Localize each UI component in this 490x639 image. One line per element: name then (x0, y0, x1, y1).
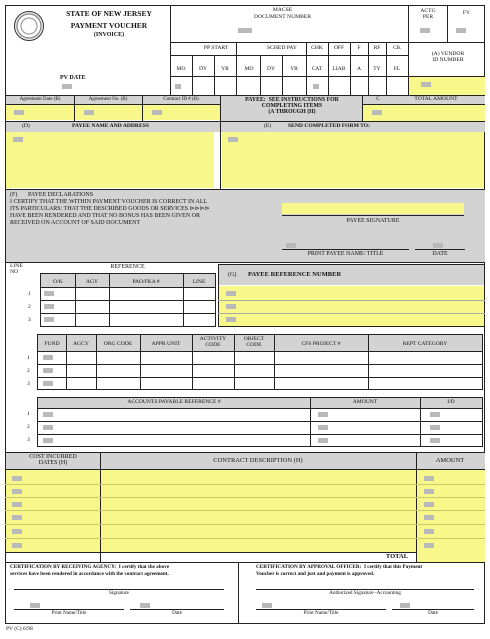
ap-row-3-no: 3 (27, 437, 30, 443)
yr2-label: YR (290, 66, 298, 72)
payee-name-title: PAYEE NAME AND ADDRESS (72, 123, 149, 129)
e-label: (E) (264, 123, 272, 129)
ap-row-1-no: 1 (27, 411, 30, 417)
ref-row-2-no: 2 (28, 304, 31, 310)
declaration-date-field[interactable] (433, 243, 443, 248)
actg-per-label: ACTG PER (420, 8, 436, 20)
amt-row1-marker (424, 476, 434, 481)
ck-label: CK (393, 45, 401, 51)
signature-label: Signature (109, 590, 129, 596)
c-label: C (376, 96, 380, 102)
fy-label: FY (462, 10, 471, 16)
amt-row5-marker (424, 529, 434, 534)
form-subtitle: (INVOICE) (93, 32, 125, 38)
f-section-label: (F) (10, 192, 18, 198)
h-row4-marker (12, 515, 22, 520)
h-row3-marker (12, 502, 22, 507)
agreement-date-marker (14, 110, 24, 115)
mo2-label: MO (244, 66, 254, 72)
vendor-id-label: (A) VENDOR ID NUMBER (431, 51, 465, 63)
contract-amount-label: AMOUNT (435, 457, 465, 464)
payee-name-marker (13, 137, 23, 142)
acct-row-2-no: 2 (27, 368, 30, 374)
vendor-id-marker (421, 82, 431, 87)
fl-label: FL (393, 66, 401, 72)
g-row3-marker (226, 317, 236, 322)
h-row6-marker (12, 543, 22, 548)
ap-row-2-amount[interactable] (318, 425, 328, 430)
d-label: (D) (22, 123, 30, 129)
doc-number-label: DOCUMENT NUMBER (254, 14, 311, 20)
receiving-name-field[interactable] (30, 603, 40, 608)
ok-label: O/K (53, 279, 63, 285)
doc-number-field[interactable] (238, 28, 252, 33)
ap-row-2-ref[interactable] (43, 425, 53, 430)
liab-label: LIAB (332, 66, 346, 72)
mo-label: MO (176, 66, 186, 72)
contract-description-field[interactable] (101, 470, 416, 552)
ref-row-2-ok[interactable] (44, 304, 54, 309)
rf-label: RF (373, 45, 381, 51)
declarations-title: PAYEE DECLARATIONS (28, 192, 94, 198)
contract-id-marker (152, 110, 162, 115)
form-code: PV (C) 6/98 (6, 626, 33, 632)
dy-label: DY (198, 66, 208, 72)
cat-field[interactable] (313, 84, 319, 89)
approval-officer-cert: CERTIFICATION BY APPROVAL OFFICER: I certify that this Payment Voucher is correct and just and payment is approved. (256, 564, 423, 577)
mo-field[interactable] (175, 84, 181, 89)
total-c-marker (372, 110, 382, 115)
approval-name-field[interactable] (262, 603, 272, 608)
agreement-no-marker (84, 110, 94, 115)
ap-row-3-id[interactable] (430, 438, 440, 443)
amt-row2-marker (424, 489, 434, 494)
declaration-line-1: I CERTIFY THAT THE WITHIN PAYMENT VOUCHER IS CORRECT IN ALL (10, 199, 208, 205)
f-label: F (357, 45, 361, 51)
ap-row-2-id[interactable] (430, 425, 440, 430)
ref-row-3-no: 3 (28, 317, 31, 323)
h-row5-marker (12, 529, 22, 534)
sched-pay-label: SCHED PAY (267, 45, 297, 51)
ap-row-2-no: 2 (27, 424, 30, 430)
ref-row-1-ok[interactable] (44, 291, 54, 296)
approval-date-field[interactable] (400, 603, 410, 608)
fund-label: FUND (44, 341, 60, 347)
acct-row-2-fund[interactable] (43, 368, 53, 373)
state-seal-icon (14, 11, 44, 41)
cat-label: CAT (311, 66, 323, 72)
payee-signature-field[interactable] (282, 203, 464, 214)
payee-name-address-field[interactable] (6, 132, 214, 188)
payee-reference-title: PAYEE REFERENCE NUMBER (248, 271, 342, 278)
contract-description-label: CONTRACT DESCRIPTION (H) (213, 457, 303, 464)
fy-field[interactable] (456, 28, 466, 33)
pao-fka-label: PAO/FKA # (132, 279, 160, 285)
off-label: OFF (333, 45, 345, 51)
cfs-project-label: CFS PROJECT # (301, 341, 341, 347)
receiving-date-label: Date (172, 610, 182, 616)
ap-row-3-amount[interactable] (318, 438, 328, 443)
ap-reference-title: ACCOUNTS PAYABLE REFERENCE # (127, 399, 221, 405)
agy-label: AGY (85, 279, 99, 285)
acct-row-3-fund[interactable] (43, 381, 53, 386)
g-label: (G) (228, 272, 237, 278)
ref-row-3-ok[interactable] (44, 317, 54, 322)
form-title: PAYMENT VOUCHER (70, 21, 148, 30)
appr-unit-label: APPR UNIT (151, 341, 181, 347)
receiving-agency-cert: CERTIFICATION BY RECEIVING AGENCY: I certify that the above services have been rendered in accordance with the contract agreement. (10, 564, 170, 577)
cost-incurred-dates-field[interactable] (6, 470, 100, 552)
total-amount-label: TOTAL AMOUNT (414, 96, 458, 102)
ref-line-label: LINE (192, 279, 206, 285)
declaration-date-label: DATE (432, 251, 448, 257)
send-form-to-field[interactable] (222, 132, 484, 188)
acct-row-1-fund[interactable] (43, 355, 53, 360)
ap-row-3-ref[interactable] (43, 438, 53, 443)
send-to-marker (228, 137, 238, 142)
ref-row-1-no: 1 (28, 291, 31, 297)
cost-incurred-label: COST INCURRED DATES (H) (29, 454, 77, 467)
h-row2-marker (12, 489, 22, 494)
agcy-label: AGCY (73, 341, 89, 347)
contract-id-label: Contract ID # (B) (163, 97, 199, 102)
payee-reference-field[interactable] (219, 286, 484, 326)
ap-id-label: I/D (447, 399, 455, 405)
org-code-label: ORG CODE (103, 341, 133, 347)
ap-amount-label: AMOUNT (352, 399, 378, 405)
approval-date-label: Date (428, 610, 438, 616)
actg-per-field[interactable] (420, 28, 430, 33)
pv-date-field[interactable] (62, 84, 72, 89)
ap-row-1-ref[interactable] (43, 412, 53, 417)
declaration-line-2: ITS PARTICULARS: THAT THE DESCRIBED GOODS OR SERVICES ⊳⊳⊳⊳ (10, 206, 210, 212)
declaration-line-4: RECEIVED ON ACCOUNT OF SAID DOCUMENT (10, 220, 141, 226)
rept-category-label: REPT CATEGORY (402, 341, 448, 347)
state-name: STATE OF NEW JERSEY (66, 9, 152, 18)
line-no-label: LINE NO (10, 263, 23, 275)
agreement-no-label: Agreement No. (B) (88, 97, 128, 102)
reference-title: REFERENCE (110, 264, 145, 270)
amt-row3-marker (424, 502, 434, 507)
send-to-title: SEND COMPLETED FORM TO: (288, 123, 370, 129)
activity-code-label: ACTIVITY CODE (199, 336, 227, 348)
print-name-field[interactable] (286, 243, 296, 248)
yr-label: YR (221, 66, 229, 72)
ap-row-1-id[interactable] (430, 412, 440, 417)
amt-row4-marker (424, 515, 434, 520)
pp-start-label: PP START (203, 45, 229, 51)
receiving-print-name-label: Print Name/Title (51, 610, 87, 616)
object-code-label: OBJECT CODE (243, 336, 265, 348)
payee-signature-label: PAYEE SIGNATURE (346, 218, 400, 224)
print-payee-name-label: PRINT PAYEE NAME/ TITLE (307, 251, 384, 257)
approval-print-name-label: Print Name/Title (303, 610, 339, 616)
acct-row-1-no: 1 (27, 355, 30, 361)
g-row1-marker (226, 291, 236, 296)
acct-row-3-no: 3 (27, 381, 30, 387)
a-label: A (356, 66, 362, 72)
total-label: TOTAL (385, 553, 409, 560)
dy2-label: DY (266, 66, 276, 72)
chk-label: CHK (311, 45, 323, 51)
h-row1-marker (12, 476, 22, 481)
ap-row-1-amount[interactable] (318, 412, 328, 417)
g-row2-marker (226, 304, 236, 309)
ty-label: TY (373, 66, 381, 72)
amt-row6-marker (424, 543, 434, 548)
receiving-date-field[interactable] (140, 603, 150, 608)
authorized-signature-label: Authorized Signature -Accounting (329, 590, 401, 596)
macse-label: MACSE (272, 7, 293, 13)
pv-date-label: PV DATE (60, 75, 86, 81)
agreement-date-label: Agreement Date (B) (19, 97, 61, 102)
declaration-line-3: HAVE BEEN RENDERED AND THAT NO BONUS HAS BEEN GIVEN OR (10, 213, 201, 219)
payee-instructions: PAYEE: SEE INSTRUCTIONS FOR COMPLETING ITEMS (A THROUGH (H) (245, 97, 339, 116)
